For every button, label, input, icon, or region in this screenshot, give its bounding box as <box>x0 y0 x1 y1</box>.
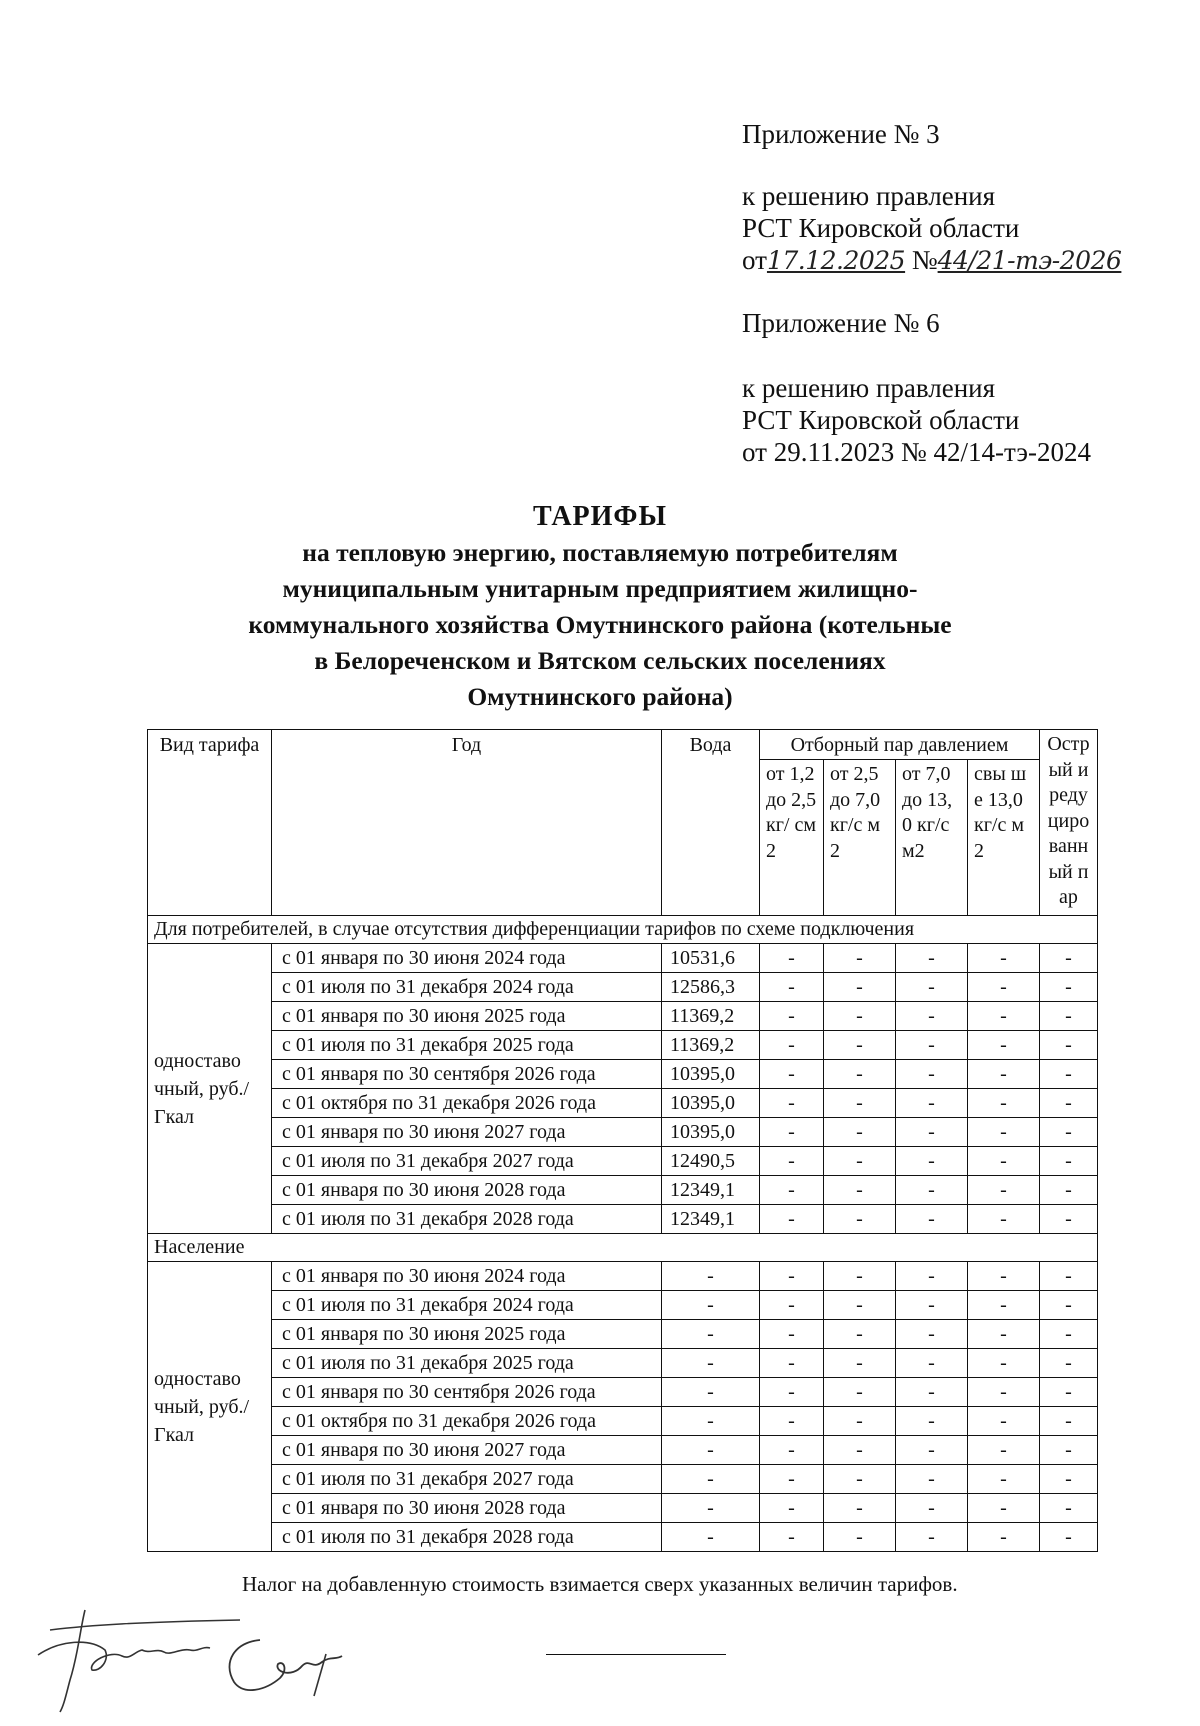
header-year: Год <box>272 730 662 916</box>
number-prefix: № <box>911 245 938 275</box>
steam-tariff-cell: - <box>824 1291 896 1320</box>
steam-tariff-cell: - <box>896 1118 968 1147</box>
table-row <box>148 1147 1098 1176</box>
steam-tariff-cell: - <box>896 1320 968 1349</box>
steam-tariff-cell: - <box>824 944 896 973</box>
tariff-type-cell: одноставо чный, руб./Гкал <box>148 944 272 1234</box>
steam-tariff-cell: - <box>760 1262 824 1291</box>
section-2-header <box>148 1234 1098 1262</box>
steam-tariff-cell: - <box>760 1205 824 1234</box>
steam-tariff-cell: - <box>1040 1407 1098 1436</box>
steam-tariff-cell: - <box>760 1089 824 1118</box>
steam-tariff-cell: - <box>760 973 824 1002</box>
water-tariff-cell: - <box>662 1291 760 1320</box>
steam-tariff-cell: - <box>896 1147 968 1176</box>
table-row <box>148 1465 1098 1494</box>
steam-tariff-cell: - <box>760 1407 824 1436</box>
table-row <box>148 973 1098 1002</box>
water-tariff-cell: 12349,1 <box>662 1176 760 1205</box>
steam-tariff-cell: - <box>824 1436 896 1465</box>
period-cell: с 01 января по 30 июня 2024 года <box>272 1262 662 1291</box>
steam-tariff-cell: - <box>1040 1205 1098 1234</box>
steam-tariff-cell: - <box>968 973 1040 1002</box>
period-cell: с 01 июля по 31 декабря 2028 года <box>272 1523 662 1552</box>
table-row <box>148 1002 1098 1031</box>
period-cell: с 01 января по 30 июня 2024 года <box>272 944 662 973</box>
table-row <box>148 1262 1098 1291</box>
water-tariff-cell: - <box>662 1465 760 1494</box>
decision-line-1: к решению правления <box>742 181 996 211</box>
water-tariff-cell: - <box>662 1494 760 1523</box>
steam-tariff-cell: - <box>1040 1002 1098 1031</box>
old-decision-line-1: к решению правления <box>742 373 996 403</box>
water-tariff-cell: 11369,2 <box>662 1002 760 1031</box>
steam-tariff-cell: - <box>824 1494 896 1523</box>
steam-tariff-cell: - <box>824 1031 896 1060</box>
water-tariff-cell: - <box>662 1262 760 1291</box>
steam-tariff-cell: - <box>1040 1378 1098 1407</box>
table-row <box>148 1523 1098 1552</box>
steam-tariff-cell: - <box>824 1262 896 1291</box>
old-decision-line-2: РСТ Кировской области <box>742 405 1020 435</box>
table-row <box>148 1118 1098 1147</box>
period-cell: с 01 января по 30 июня 2025 года <box>272 1002 662 1031</box>
steam-tariff-cell: - <box>824 1407 896 1436</box>
steam-tariff-cell: - <box>760 1031 824 1060</box>
steam-tariff-cell: - <box>824 1002 896 1031</box>
appendix-new-label: Приложение № 3 <box>742 119 940 149</box>
decision-date-line <box>742 244 1121 277</box>
steam-tariff-cell: - <box>760 1494 824 1523</box>
appendix-old-label: Приложение № 6 <box>742 308 940 338</box>
period-cell: с 01 июля по 31 декабря 2025 года <box>272 1349 662 1378</box>
period-cell: с 01 июля по 31 декабря 2024 года <box>272 973 662 1002</box>
steam-tariff-cell: - <box>968 1147 1040 1176</box>
steam-tariff-cell: - <box>824 1465 896 1494</box>
steam-tariff-cell: - <box>824 973 896 1002</box>
steam-tariff-cell: - <box>968 1465 1040 1494</box>
document-title <box>150 500 1050 714</box>
steam-tariff-cell: - <box>760 1060 824 1089</box>
title-main: ТАРИФЫ <box>533 501 667 532</box>
steam-tariff-cell: - <box>824 1205 896 1234</box>
steam-tariff-cell: - <box>968 1523 1040 1552</box>
period-cell: с 01 января по 30 июня 2028 года <box>272 1494 662 1523</box>
water-tariff-cell: - <box>662 1320 760 1349</box>
steam-tariff-cell: - <box>896 1523 968 1552</box>
table-row <box>148 1205 1098 1234</box>
water-tariff-cell: 12490,5 <box>662 1147 760 1176</box>
steam-tariff-cell: - <box>760 1118 824 1147</box>
steam-tariff-cell: - <box>1040 1089 1098 1118</box>
water-tariff-cell: - <box>662 1378 760 1407</box>
handwritten-number: 44/21-тэ-2026 <box>937 246 1122 275</box>
decision-line-2: РСТ Кировской области <box>742 213 1020 243</box>
table-row <box>148 1378 1098 1407</box>
table-header-row-1 <box>148 730 1098 760</box>
steam-tariff-cell: - <box>760 1291 824 1320</box>
steam-tariff-cell: - <box>824 1089 896 1118</box>
steam-tariff-cell: - <box>896 1205 968 1234</box>
steam-tariff-cell: - <box>824 1060 896 1089</box>
steam-tariff-cell: - <box>968 1378 1040 1407</box>
period-cell: с 01 июля по 31 декабря 2024 года <box>272 1291 662 1320</box>
steam-tariff-cell: - <box>1040 1523 1098 1552</box>
steam-tariff-cell: - <box>968 1002 1040 1031</box>
water-tariff-cell: 12586,3 <box>662 973 760 1002</box>
steam-tariff-cell: - <box>968 944 1040 973</box>
steam-tariff-cell: - <box>896 1089 968 1118</box>
period-cell: с 01 октября по 31 декабря 2026 года <box>272 1089 662 1118</box>
header-steam-4: свы ше 13,0 кг/с м2 <box>968 760 1040 916</box>
period-cell: с 01 января по 30 июня 2027 года <box>272 1118 662 1147</box>
table-row <box>148 1407 1098 1436</box>
header-tariff-type: Вид тарифа <box>148 730 272 916</box>
steam-tariff-cell: - <box>1040 1176 1098 1205</box>
section-1-title: Для потребителей, в случае отсутствия дифференциации тарифов по схеме подключения <box>148 916 1098 944</box>
steam-tariff-cell: - <box>968 1205 1040 1234</box>
steam-tariff-cell: - <box>824 1349 896 1378</box>
steam-tariff-cell: - <box>968 1349 1040 1378</box>
steam-tariff-cell: - <box>824 1523 896 1552</box>
steam-tariff-cell: - <box>1040 1349 1098 1378</box>
period-cell: с 01 июля по 31 декабря 2028 года <box>272 1205 662 1234</box>
steam-tariff-cell: - <box>896 1291 968 1320</box>
steam-tariff-cell: - <box>1040 973 1098 1002</box>
steam-tariff-cell: - <box>896 1349 968 1378</box>
water-tariff-cell: 11369,2 <box>662 1031 760 1060</box>
signatures <box>30 1600 370 1726</box>
steam-tariff-cell: - <box>968 1407 1040 1436</box>
steam-tariff-cell: - <box>896 973 968 1002</box>
steam-tariff-cell: - <box>968 1031 1040 1060</box>
steam-tariff-cell: - <box>1040 1118 1098 1147</box>
steam-tariff-cell: - <box>1040 1060 1098 1089</box>
period-cell: с 01 июля по 31 декабря 2027 года <box>272 1465 662 1494</box>
steam-tariff-cell: - <box>896 1378 968 1407</box>
steam-tariff-cell: - <box>968 1060 1040 1089</box>
steam-tariff-cell: - <box>760 1523 824 1552</box>
header-sharp-steam: Остр ый и реду циро ванн ый пар <box>1040 730 1098 916</box>
steam-tariff-cell: - <box>896 944 968 973</box>
title-line-3: коммунального хозяйства Омутнинского района (котельные <box>248 610 952 639</box>
table-row <box>148 1494 1098 1523</box>
steam-tariff-cell: - <box>896 1465 968 1494</box>
table-row <box>148 944 1098 973</box>
title-line-5: Омутнинского района) <box>467 682 733 711</box>
header-steam-3: от 7,0 до 13,0 кг/с м2 <box>896 760 968 916</box>
water-tariff-cell: - <box>662 1523 760 1552</box>
table-row <box>148 1176 1098 1205</box>
steam-tariff-cell: - <box>1040 1291 1098 1320</box>
period-cell: с 01 октября по 31 декабря 2026 года <box>272 1407 662 1436</box>
steam-tariff-cell: - <box>896 1031 968 1060</box>
period-cell: с 01 января по 30 сентября 2026 года <box>272 1060 662 1089</box>
steam-tariff-cell: - <box>824 1378 896 1407</box>
steam-tariff-cell: - <box>760 1320 824 1349</box>
water-tariff-cell: - <box>662 1436 760 1465</box>
section-2-title: Население <box>148 1234 1098 1262</box>
steam-tariff-cell: - <box>896 1262 968 1291</box>
steam-tariff-cell: - <box>1040 1031 1098 1060</box>
steam-tariff-cell: - <box>968 1262 1040 1291</box>
vat-footnote: Налог на добавленную стоимость взимается сверх указанных величин тарифов. <box>242 1572 958 1596</box>
water-tariff-cell: 10395,0 <box>662 1089 760 1118</box>
steam-tariff-cell: - <box>1040 1262 1098 1291</box>
steam-tariff-cell: - <box>824 1320 896 1349</box>
steam-tariff-cell: - <box>896 1060 968 1089</box>
period-cell: с 01 июля по 31 декабря 2025 года <box>272 1031 662 1060</box>
title-line-4: в Белореченском и Вятском сельских поселениях <box>314 646 886 675</box>
table-row <box>148 1089 1098 1118</box>
tariff-type-cell: одноставо чный, руб./Гкал <box>148 1262 272 1552</box>
section-2-rows <box>148 1262 1098 1552</box>
title-line-1: на тепловую энергию, поставляемую потребителям <box>302 538 898 567</box>
title-line-2: муниципальным унитарным предприятием жилищно- <box>282 574 918 603</box>
header-steam-1: от 1,2 до 2,5 кг/ см2 <box>760 760 824 916</box>
steam-tariff-cell: - <box>968 1494 1040 1523</box>
steam-tariff-cell: - <box>896 1176 968 1205</box>
steam-tariff-cell: - <box>1040 1436 1098 1465</box>
steam-tariff-cell: - <box>968 1176 1040 1205</box>
steam-tariff-cell: - <box>824 1118 896 1147</box>
steam-tariff-cell: - <box>760 1002 824 1031</box>
table-row <box>148 1349 1098 1378</box>
steam-tariff-cell: - <box>760 944 824 973</box>
steam-tariff-cell: - <box>896 1407 968 1436</box>
steam-tariff-cell: - <box>1040 1147 1098 1176</box>
period-cell: с 01 января по 30 июня 2028 года <box>272 1176 662 1205</box>
period-cell: с 01 января по 30 июня 2027 года <box>272 1436 662 1465</box>
steam-tariff-cell: - <box>1040 1465 1098 1494</box>
steam-tariff-cell: - <box>760 1378 824 1407</box>
section-1-rows <box>148 944 1098 1234</box>
steam-tariff-cell: - <box>968 1118 1040 1147</box>
water-tariff-cell: 12349,1 <box>662 1205 760 1234</box>
steam-tariff-cell: - <box>760 1465 824 1494</box>
header-steam-2: от 2,5 до 7,0 кг/с м2 <box>824 760 896 916</box>
steam-tariff-cell: - <box>1040 944 1098 973</box>
table-row <box>148 1436 1098 1465</box>
steam-tariff-cell: - <box>1040 1320 1098 1349</box>
water-tariff-cell: - <box>662 1349 760 1378</box>
signature-line <box>546 1654 726 1655</box>
period-cell: с 01 июля по 31 декабря 2027 года <box>272 1147 662 1176</box>
section-1-header <box>148 916 1098 944</box>
date-prefix: от <box>742 245 767 275</box>
steam-tariff-cell: - <box>760 1147 824 1176</box>
steam-tariff-cell: - <box>1040 1494 1098 1523</box>
steam-tariff-cell: - <box>968 1089 1040 1118</box>
table-row <box>148 1291 1098 1320</box>
steam-tariff-cell: - <box>760 1349 824 1378</box>
steam-tariff-cell: - <box>824 1147 896 1176</box>
handwritten-date: 17.12.2025 <box>766 246 906 275</box>
water-tariff-cell: 10395,0 <box>662 1118 760 1147</box>
period-cell: с 01 января по 30 сентября 2026 года <box>272 1378 662 1407</box>
steam-tariff-cell: - <box>968 1436 1040 1465</box>
steam-tariff-cell: - <box>968 1291 1040 1320</box>
water-tariff-cell: 10395,0 <box>662 1060 760 1089</box>
handwritten-signatures <box>30 1600 370 1721</box>
water-tariff-cell: 10531,6 <box>662 944 760 973</box>
steam-tariff-cell: - <box>968 1320 1040 1349</box>
table-row <box>148 1031 1098 1060</box>
steam-tariff-cell: - <box>896 1002 968 1031</box>
header-steam-group: Отборный пар давлением <box>760 730 1040 760</box>
steam-tariff-cell: - <box>760 1176 824 1205</box>
table-row <box>148 1060 1098 1089</box>
old-decision-line-3: от 29.11.2023 № 42/14-тэ-2024 <box>742 437 1091 467</box>
header-water: Вода <box>662 730 760 916</box>
period-cell: с 01 января по 30 июня 2025 года <box>272 1320 662 1349</box>
water-tariff-cell: - <box>662 1407 760 1436</box>
steam-tariff-cell: - <box>760 1436 824 1465</box>
table-row <box>148 1320 1098 1349</box>
steam-tariff-cell: - <box>896 1494 968 1523</box>
steam-tariff-cell: - <box>824 1176 896 1205</box>
tariffs-table <box>147 729 1098 1552</box>
steam-tariff-cell: - <box>896 1436 968 1465</box>
